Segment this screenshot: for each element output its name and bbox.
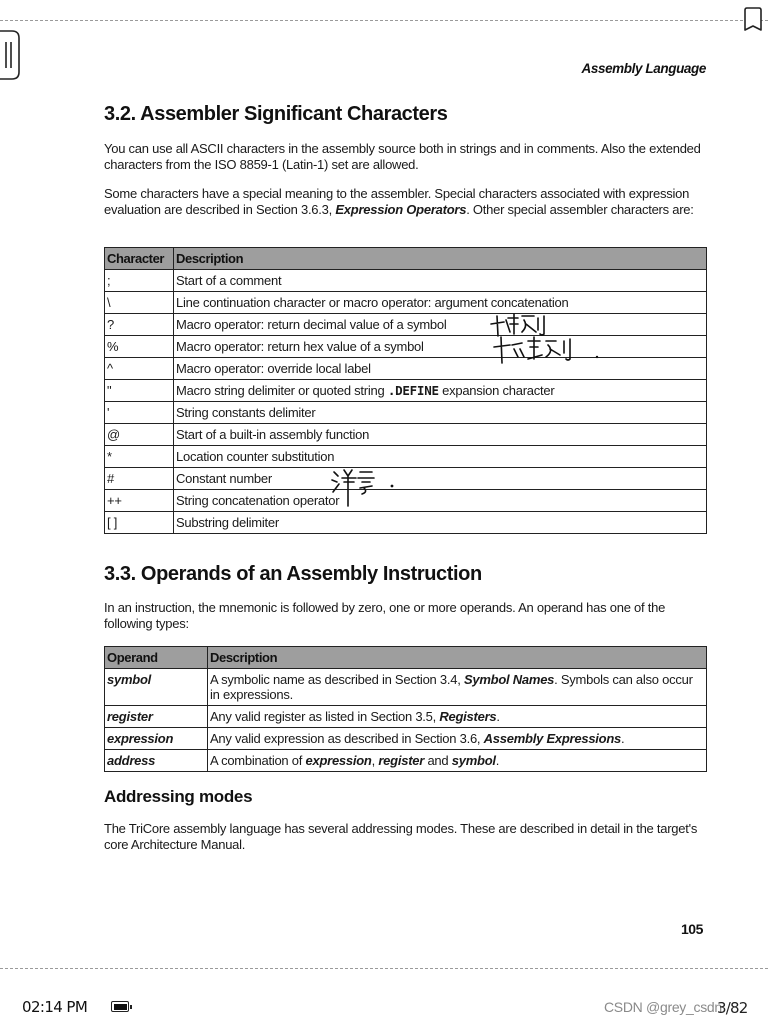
paragraph: The TriCore assembly language has several addressing modes. These are described in detail in the target's core Architecture Manual.: [104, 821, 698, 852]
section-3-2: [104, 103, 707, 126]
char-cell: ': [105, 402, 174, 424]
cross-reference-link[interactable]: Symbol Names: [463, 672, 555, 687]
emphasis: expression: [305, 753, 372, 768]
section-3-3: [104, 563, 707, 586]
cross-reference-link[interactable]: Registers: [439, 709, 497, 724]
char-cell: \: [105, 292, 174, 314]
desc-cell: [208, 706, 707, 728]
table-row: [105, 728, 707, 750]
table-row: [105, 706, 707, 728]
addressing-para-wrap: [104, 821, 707, 853]
char-cell: ++: [105, 490, 174, 512]
desc-cell: Start of a built-in assembly function: [174, 424, 707, 446]
text: . Symbols can also occur in expressions.: [210, 672, 693, 702]
desc-cell: [208, 750, 707, 772]
desc-cell: String constants delimiter: [174, 402, 707, 424]
desc-cell: Location counter substitution: [174, 446, 707, 468]
table-row: [105, 446, 707, 468]
operand-cell: symbol: [105, 669, 208, 706]
paragraph: You can use all ASCII characters in the assembly source both in strings and in comments. Also the extended characters from the ISO 8859-1 (Latin-1) set are allowed.: [104, 141, 701, 172]
special-characters-table-wrap: [104, 247, 707, 534]
watermark: CSDN @grey_csdn: [604, 999, 722, 1015]
page-counter[interactable]: 3/82: [717, 999, 748, 1017]
table-header-row: [105, 647, 707, 669]
table-row: [105, 336, 707, 358]
desc-cell: [208, 728, 707, 750]
section-title: 3.3. Operands of an Assembly Instruction: [104, 563, 482, 585]
table-row: [105, 669, 707, 706]
table-row: [105, 358, 707, 380]
operands-table: [104, 646, 707, 772]
char-cell: [ ]: [105, 512, 174, 534]
text: ,: [371, 753, 379, 768]
column-header: Character: [105, 248, 174, 270]
table-row: [105, 402, 707, 424]
paragraph: [104, 186, 707, 218]
bookmark-icon[interactable]: [742, 6, 764, 34]
subsection-title: Addressing modes: [104, 787, 253, 806]
table-row: [105, 424, 707, 446]
cross-reference-link[interactable]: Assembly Expressions: [483, 731, 622, 746]
section-title: 3.2. Assembler Significant Characters: [104, 103, 448, 125]
section-3-2-para1-wrap: [104, 141, 707, 173]
operand-cell: register: [105, 706, 208, 728]
addressing-modes-section: [104, 787, 707, 807]
table-header-row: [105, 248, 707, 270]
column-header: Description: [208, 647, 707, 669]
section-3-2-para2-wrap: [104, 186, 707, 218]
column-header: Description: [174, 248, 707, 270]
clock: 02:14 PM: [22, 998, 88, 1016]
char-cell: ;: [105, 270, 174, 292]
column-header: Operand: [105, 647, 208, 669]
text: expansion character: [438, 383, 555, 398]
text: Macro string delimiter or quoted string: [176, 383, 388, 398]
table-row: [105, 512, 707, 534]
battery-full-icon: [111, 1001, 129, 1012]
desc-cell: Line continuation character or macro operator: argument concatenation: [174, 292, 707, 314]
desc-cell: String concatenation operator: [174, 490, 707, 512]
paragraph: In an instruction, the mnemonic is followed by zero, one or more operands. An operand has one of the following types:: [104, 600, 666, 631]
text: .: [495, 753, 500, 768]
char-cell: ?: [105, 314, 174, 336]
text: and: [424, 753, 452, 768]
desc-cell: [174, 380, 707, 402]
operands-table-wrap: [104, 646, 707, 772]
desc-cell: Substring delimiter: [174, 512, 707, 534]
text: Some characters have a special meaning to the assembler. Special characters associated with expression evaluation are described in Section 3.6.3,: [104, 186, 690, 217]
char-cell: *: [105, 446, 174, 468]
table-row: [105, 292, 707, 314]
desc-cell: Macro operator: return hex value of a symbol: [174, 336, 707, 358]
table-row: [105, 270, 707, 292]
operand-cell: expression: [105, 728, 208, 750]
table-row: [105, 468, 707, 490]
desc-cell: [208, 669, 707, 706]
char-cell: %: [105, 336, 174, 358]
side-menu-handle-icon[interactable]: [0, 30, 22, 80]
desc-cell: Constant number: [174, 468, 707, 490]
top-divider: [0, 20, 768, 21]
table-row: [105, 314, 707, 336]
char-cell: @: [105, 424, 174, 446]
char-cell: #: [105, 468, 174, 490]
desc-cell: Macro operator: return decimal value of a symbol: [174, 314, 707, 336]
page-number: 105: [681, 921, 703, 937]
char-cell: ^: [105, 358, 174, 380]
table-row: [105, 490, 707, 512]
operand-cell: address: [105, 750, 208, 772]
table-row: [105, 750, 707, 772]
desc-cell: Macro operator: override local label: [174, 358, 707, 380]
running-header: Assembly Language: [581, 61, 706, 76]
table-row: [105, 380, 707, 402]
text: A symbolic name as described in Section 3.4,: [210, 672, 464, 687]
text: Any valid register as listed in Section 3.5,: [210, 709, 440, 724]
text: .: [496, 709, 500, 724]
section-3-3-para-wrap: [104, 600, 707, 632]
text: . Other special assembler characters are:: [466, 202, 694, 217]
code-keyword: .DEFINE: [387, 383, 439, 398]
bottom-divider: [0, 968, 768, 969]
char-cell: ": [105, 380, 174, 402]
text: A combination of: [210, 753, 306, 768]
cross-reference-link[interactable]: Expression Operators: [335, 202, 467, 217]
special-characters-table: [104, 247, 707, 534]
text: Any valid expression as described in Section 3.6,: [210, 731, 484, 746]
desc-cell: Start of a comment: [174, 270, 707, 292]
text: .: [621, 731, 625, 746]
emphasis: symbol: [451, 753, 496, 768]
emphasis: register: [378, 753, 425, 768]
